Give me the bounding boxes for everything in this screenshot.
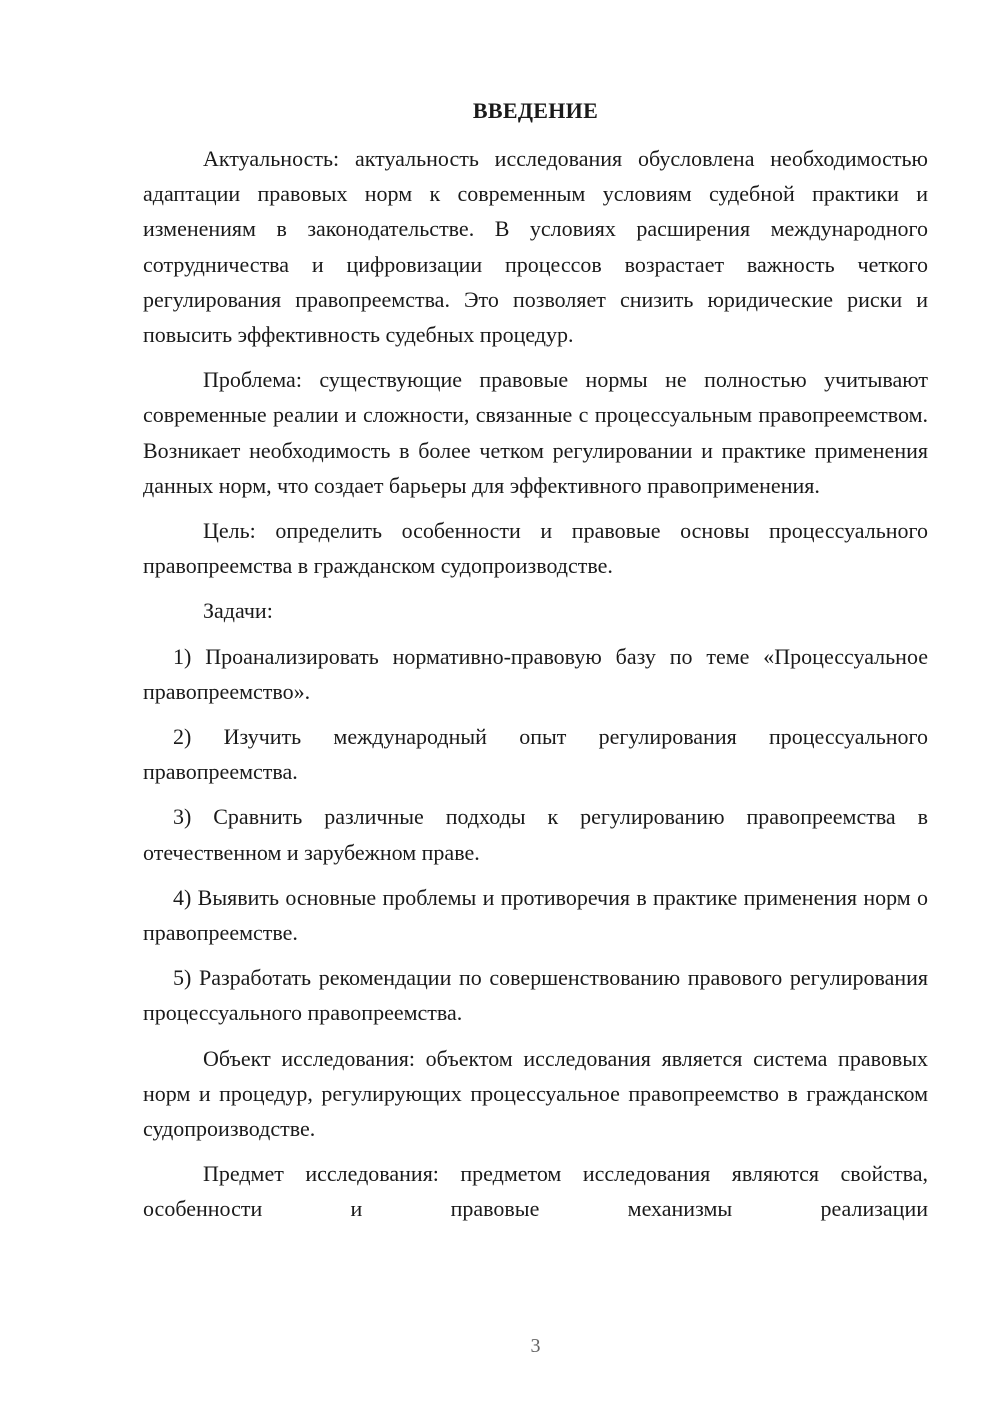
paragraph-problem: Проблема: существующие правовые нормы не полностью учитывают современные реалии и сложности, связанные с процессуальным правопреемством. Возникает необходимость в более четком регулировании и практике применения данных норм, что создает барьеры для эффективного правоприменения. xyxy=(143,367,928,498)
page-number: 3 xyxy=(530,1335,541,1357)
paragraph-object: Объект исследования: объектом исследования является система правовых норм и процедур, регулирующих процессуальное правопреемство в гражданском судопроизводстве. xyxy=(143,1045,928,1142)
document-page xyxy=(143,0,928,1414)
task-item-4: 4) Выявить основные проблемы и противоречия в практике применения норм о правопреемстве. xyxy=(143,884,928,946)
paragraph-tasks-heading: Задачи: xyxy=(203,598,273,624)
paragraph-relevance: Актуальность: актуальность исследования обусловлена необходимостью адаптации правовых норм к современным условиям судебной практики и изменениям в законодательстве. В условиях расширения международного сотрудничества и цифровизации процессов возрастает важность четкого регулирования правопреемства. Это позволяет снизить юридические риски и повысить эффективность судебных процедур. xyxy=(143,146,928,348)
document-body xyxy=(143,141,928,1237)
paragraph-goal: Цель: определить особенности и правовые основы процессуального правопреемства в гражданском судопроизводстве. xyxy=(143,518,928,579)
task-item-2: 2) Изучить международный опыт регулирования процессуального правопреемства. xyxy=(143,724,928,785)
section-heading: ВВЕДЕНИЕ xyxy=(472,98,599,123)
task-item-3: 3) Сравнить различные подходы к регулированию правопреемства в отечественном и зарубежном праве. xyxy=(143,804,928,865)
task-item-5: 5) Разработать рекомендации по совершенствованию правового регулирования процессуального правопреемства. xyxy=(143,965,928,1026)
task-item-1: 1) Проанализировать нормативно-правовую базу по теме «Процессуальное правопреемство». xyxy=(143,643,928,704)
paragraph-subject: Предмет исследования: предметом исследования являются свойства, особенности и правовые механизмы реализации xyxy=(143,1161,928,1222)
